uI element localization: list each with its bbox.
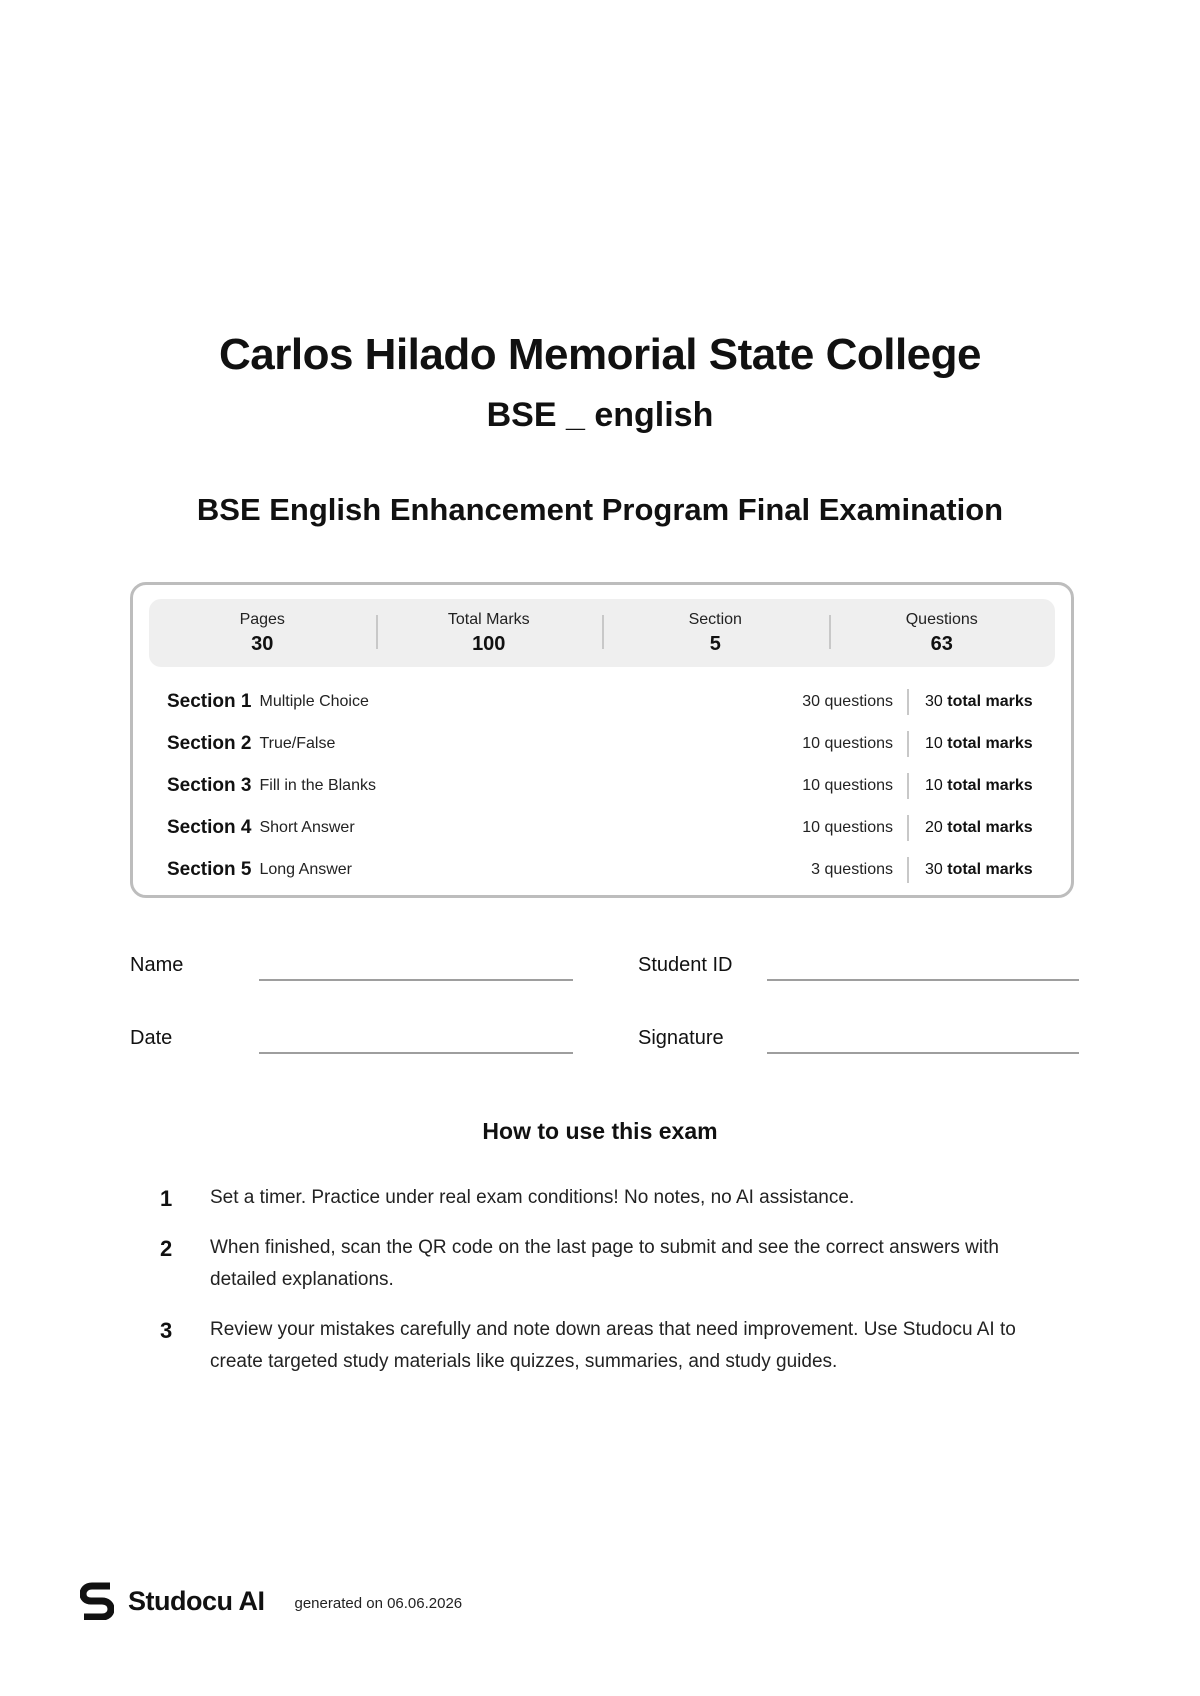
section-marks (909, 819, 1045, 837)
program-name: BSE _ english (486, 396, 714, 434)
section-marks (909, 735, 1045, 753)
exam-summary-card (130, 582, 1074, 898)
section-type: Multiple Choice (259, 693, 369, 710)
date-label: Date (130, 1027, 173, 1049)
stat-total-marks (376, 611, 603, 656)
stat-questions (829, 611, 1056, 656)
howto-step (160, 1314, 1060, 1378)
section-name: Section 4 (167, 817, 252, 838)
section-marks-value: 30 (925, 693, 943, 710)
student-id-label: Student ID (638, 954, 733, 976)
section-row (167, 681, 1045, 723)
section-marks (909, 777, 1045, 795)
stats-bar (149, 599, 1055, 667)
date-field[interactable] (259, 1052, 573, 1054)
section-row (167, 723, 1045, 765)
section-marks-value: 30 (925, 861, 943, 878)
section-questions: 10 questions (802, 819, 893, 836)
section-marks-label: total marks (947, 693, 1033, 710)
step-number: 3 (160, 1318, 173, 1343)
stat-label: Questions (905, 610, 978, 628)
section-marks-label: total marks (947, 819, 1033, 836)
howto-title: How to use this exam (482, 1118, 718, 1144)
stat-section (602, 611, 829, 656)
stat-label: Total Marks (447, 610, 530, 628)
signature-field[interactable] (767, 1052, 1079, 1054)
name-field[interactable] (259, 979, 573, 981)
section-row (167, 765, 1045, 807)
section-name: Section 2 (167, 733, 252, 754)
studocu-logo-icon (80, 1582, 114, 1620)
section-marks-label: total marks (947, 861, 1033, 878)
stat-value: 5 (709, 632, 721, 655)
stat-value: 30 (251, 632, 274, 655)
section-list (167, 681, 1045, 891)
section-marks-label: total marks (947, 735, 1033, 752)
howto-step (160, 1232, 1060, 1296)
section-name: Section 5 (167, 859, 252, 880)
section-type: Long Answer (259, 861, 352, 878)
stat-value: 100 (472, 632, 506, 655)
section-questions: 3 questions (811, 861, 893, 878)
section-type: Fill in the Blanks (259, 777, 376, 794)
section-marks-label: total marks (947, 777, 1033, 794)
step-text: When finished, scan the QR code on the last page to submit and see the correct answers with detailed explanations. (210, 1237, 999, 1290)
stat-value: 63 (930, 632, 953, 655)
exam-title: BSE English Enhancement Program Final Examination (196, 492, 1004, 527)
brand-name: Studocu AI (128, 1585, 265, 1616)
section-marks-value: 10 (925, 777, 943, 794)
section-type: Short Answer (259, 819, 355, 836)
section-marks-value: 20 (925, 819, 943, 836)
section-questions: 10 questions (802, 777, 893, 794)
step-text: Review your mistakes carefully and note down areas that need improvement. Use Studocu AI to create targeted study materials like quizzes, summaries, and study guides. (210, 1319, 1016, 1372)
section-name: Section 3 (167, 775, 252, 796)
section-marks-value: 10 (925, 735, 943, 752)
signature-label: Signature (638, 1027, 724, 1049)
footer (80, 1582, 462, 1620)
section-questions: 10 questions (802, 735, 893, 752)
section-type: True/False (259, 735, 336, 752)
college-name: Carlos Hilado Memorial State College (219, 330, 981, 379)
section-name: Section 1 (167, 691, 252, 712)
section-row (167, 807, 1045, 849)
step-number: 1 (160, 1186, 173, 1211)
howto-step (160, 1182, 1060, 1214)
section-row (167, 849, 1045, 891)
stat-pages (149, 611, 376, 656)
step-text: Set a timer. Practice under real exam conditions! No notes, no AI assistance. (210, 1187, 855, 1208)
section-marks (909, 861, 1045, 879)
stat-label: Section (688, 610, 742, 628)
name-label: Name (130, 954, 184, 976)
generated-date: generated on 06.06.2026 (294, 1594, 463, 1612)
section-marks (909, 693, 1045, 711)
section-questions: 30 questions (802, 693, 893, 710)
stat-label: Pages (239, 610, 285, 628)
step-number: 2 (160, 1236, 173, 1261)
student-id-field[interactable] (767, 979, 1079, 981)
